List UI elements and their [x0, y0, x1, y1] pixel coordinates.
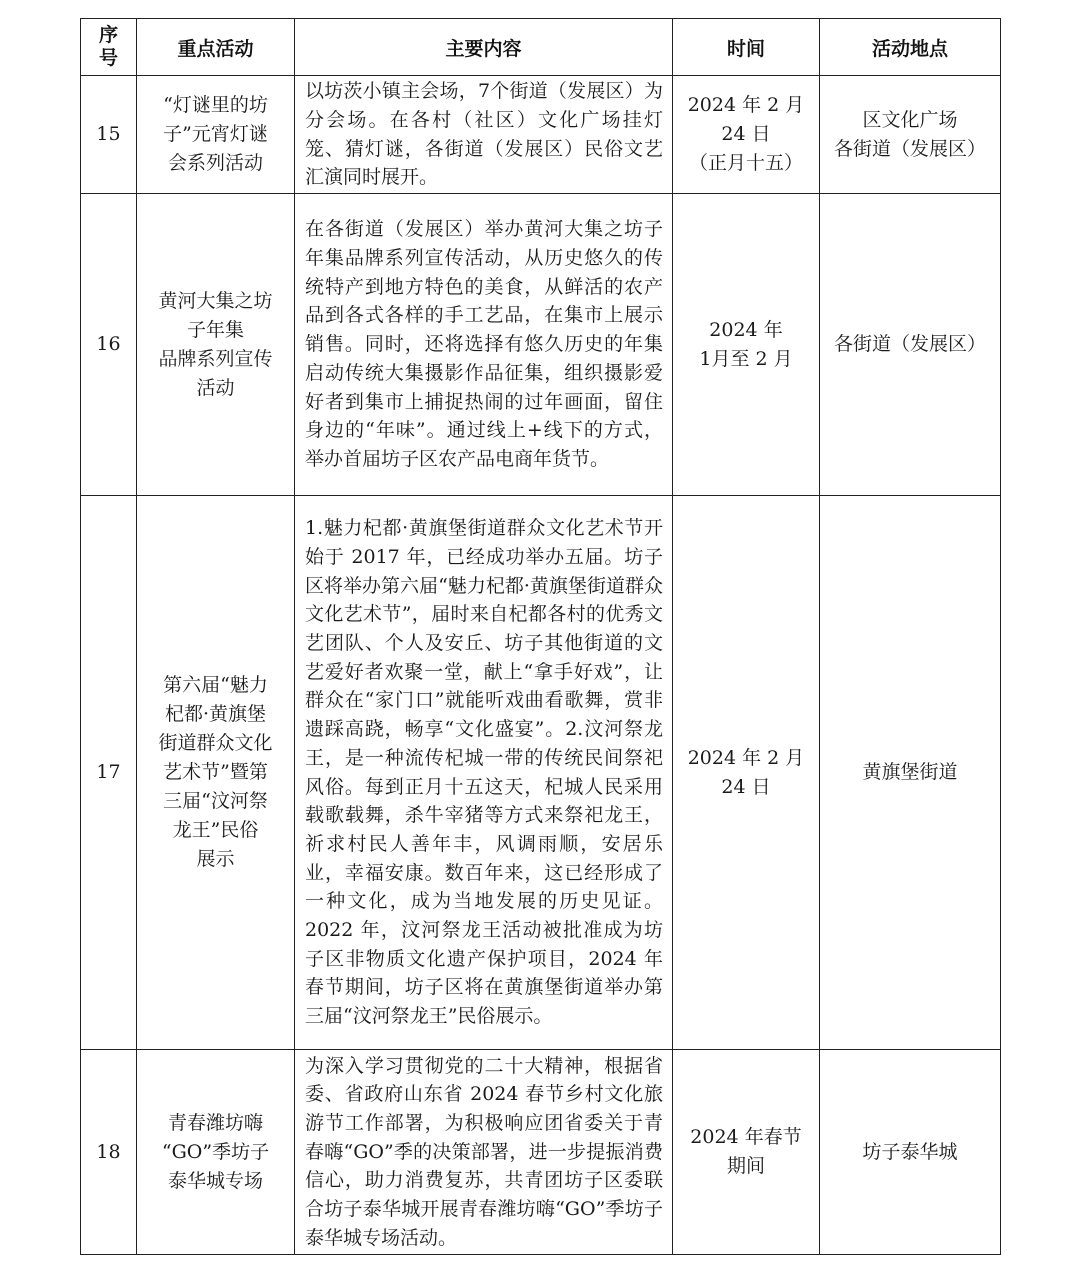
header-seq: 序 号	[81, 19, 137, 76]
time-cell: 2024 年春节 期间	[673, 1050, 820, 1255]
place-cell: 黄旗堡街道	[820, 496, 1001, 1050]
activity-cell: “灯谜里的坊 子”元宵灯谜 会系列活动	[137, 76, 295, 194]
header-place: 活动地点	[820, 19, 1001, 76]
seq-cell: 18	[81, 1050, 137, 1255]
seq-cell: 15	[81, 76, 137, 194]
document-page	[80, 18, 1000, 1255]
seq-cell: 16	[81, 194, 137, 496]
header-content: 主要内容	[295, 19, 673, 76]
table-row	[81, 76, 1001, 194]
place-cell: 各街道（发展区）	[820, 194, 1001, 496]
table-row	[81, 496, 1001, 1050]
activity-cell: 黄河大集之坊 子年集 品牌系列宣传 活动	[137, 194, 295, 496]
activity-cell: 青春潍坊嗨 “GO”季坊子 泰华城专场	[137, 1050, 295, 1255]
header-time: 时间	[673, 19, 820, 76]
time-cell: 2024 年 2 月 24 日 （正月十五）	[673, 76, 820, 194]
content-cell: 在各街道（发展区）举办黄河大集之坊子年集品牌系列宣传活动，从历史悠久的传统特产到地方特色的美食，从鲜活的农产品到各式各样的手工艺品，在集市上展示销售。同时，还将选择有悠久历史的年集启动传统大集摄影作品征集，组织摄影爱好者到集市上捕捉热闹的过年画面，留住身边的“年味”。通过线上+线下的方式，举办首届坊子区农产品电商年货节。	[295, 194, 673, 496]
content-cell: 为深入学习贯彻党的二十大精神，根据省委、省政府山东省 2024 春节乡村文化旅游节工作部署，为积极响应团省委关于青春嗨“GO”季的决策部署，进一步提振消费信心，助力消费复苏，共青团坊子区委联合坊子泰华城开展青春潍坊嗨“GO”季坊子泰华城专场活动。	[295, 1050, 673, 1255]
time-cell: 2024 年 2 月 24 日	[673, 496, 820, 1050]
table-row	[81, 1050, 1001, 1255]
place-cell: 区文化广场 各街道（发展区）	[820, 76, 1001, 194]
header-activity: 重点活动	[137, 19, 295, 76]
activity-cell: 第六届“魅力 杞都·黄旗堡 街道群众文化 艺术节”暨第 三届“汶河祭 龙王”民俗 展示	[137, 496, 295, 1050]
time-cell: 2024 年 1月至 2 月	[673, 194, 820, 496]
table-row	[81, 194, 1001, 496]
content-cell: 以坊茨小镇主会场，7个街道（发展区）为分会场。在各村（社区）文化广场挂灯笼、猜灯谜，各街道（发展区）民俗文艺汇演同时展开。	[295, 76, 673, 194]
activity-table	[80, 18, 1001, 1255]
content-cell: 1.魅力杞都·黄旗堡街道群众文化艺术节开始于 2017 年，已经成功举办五届。坊子区将举办第六届“魅力杞都·黄旗堡街道群众文化艺术节”，届时来自杞都各村的优秀文艺团队、个人及安丘、坊子其他街道的文艺爱好者欢聚一堂，献上“拿手好戏”，让群众在“家门口”就能听戏曲看歌舞，赏非遗踩高跷，畅享“文化盛宴”。2.汶河祭龙王，是一种流传杞城一带的传统民间祭祀风俗。每到正月十五这天，杞城人民采用载歌载舞，杀牛宰猪等方式来祭祀龙王，祈求村民人善年丰，风调雨顺，安居乐业，幸福安康。数百年来，这已经形成了一种文化，成为当地发展的历史见证。2022 年，汶河祭龙王活动被批准成为坊子区非物质文化遗产保护项目，2024 年春节期间，坊子区将在黄旗堡街道举办第三届“汶河祭龙王”民俗展示。	[295, 496, 673, 1050]
place-cell: 坊子泰华城	[820, 1050, 1001, 1255]
table-header-row	[81, 19, 1001, 76]
seq-cell: 17	[81, 496, 137, 1050]
